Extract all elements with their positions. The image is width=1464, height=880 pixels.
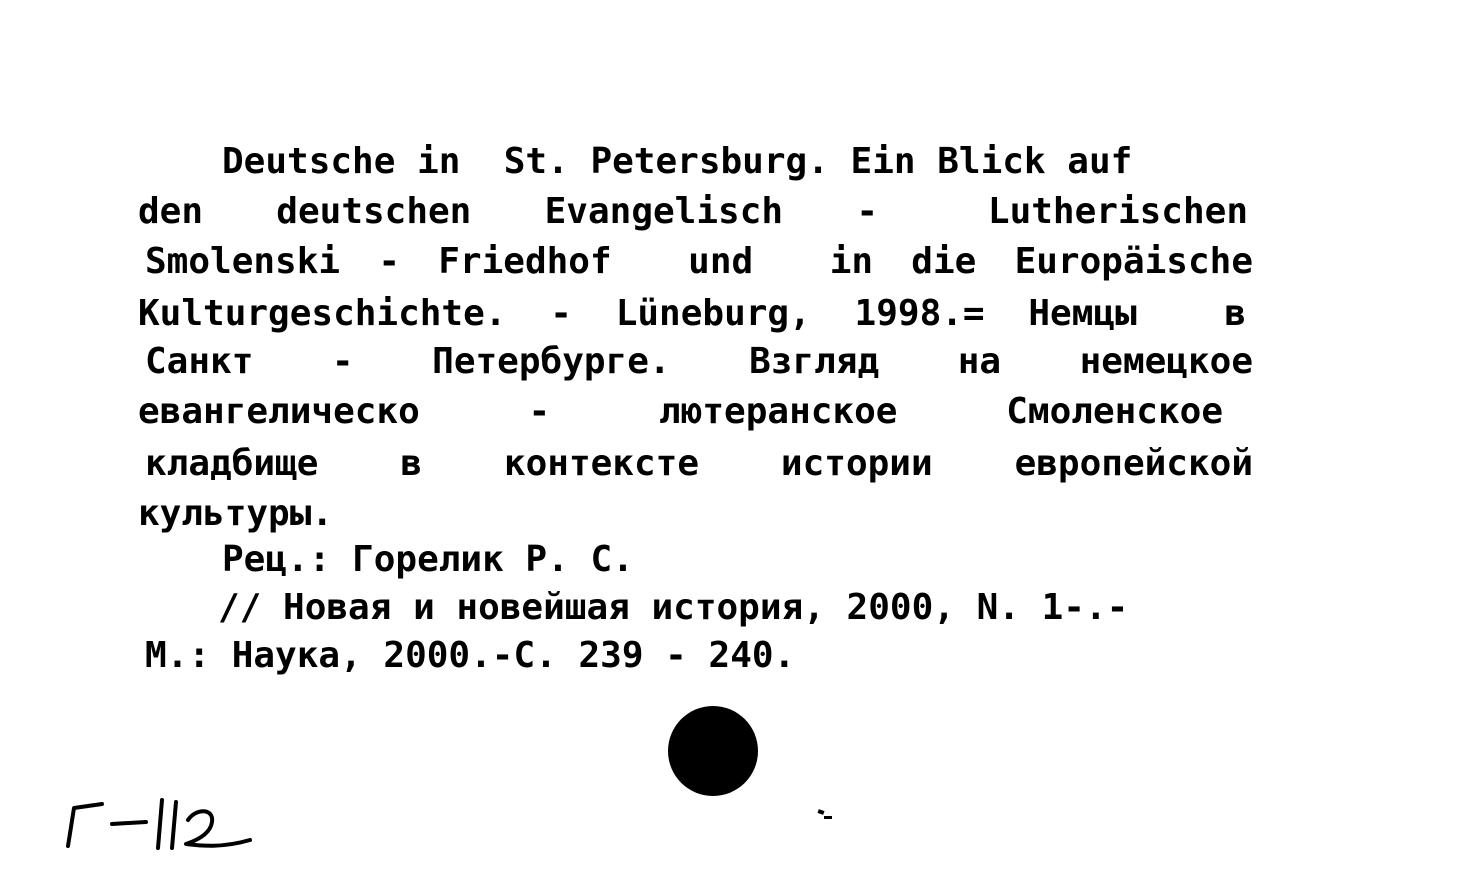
bibliographic-line-3: Smolenski - Friedhof und in die Europäische (145, 241, 1253, 282)
bibliographic-line-8: культуры. (138, 493, 334, 534)
review-source-line: // Новая и новейшая история, 2000, N. 1-.- (218, 587, 1129, 628)
card-punch-hole (668, 706, 758, 796)
handwritten-shelfmark (62, 784, 262, 864)
review-author-line: Рец.: Горелик Р. С. (222, 539, 634, 580)
ink-speck (824, 816, 832, 819)
review-publisher-line: М.: Наука, 2000.-С. 239 - 240. (145, 635, 796, 676)
bibliographic-line-6: евангелическо - лютеранское Смоленское (138, 391, 1223, 432)
bibliographic-line-4: Kulturgeschichte. - Lüneburg, 1998.= Немцы в (138, 293, 1246, 334)
bibliographic-line-2: den deutschen Evangelisch - Lutherischen (138, 191, 1248, 232)
ink-speck (817, 809, 824, 815)
bibliographic-line-5: Санкт - Петербурге. Взгляд на немецкое (145, 341, 1253, 382)
bibliographic-line-1: Deutsche in St. Petersburg. Ein Blick auf (222, 141, 1133, 182)
bibliographic-line-7: кладбище в контексте истории европейской (145, 443, 1253, 484)
